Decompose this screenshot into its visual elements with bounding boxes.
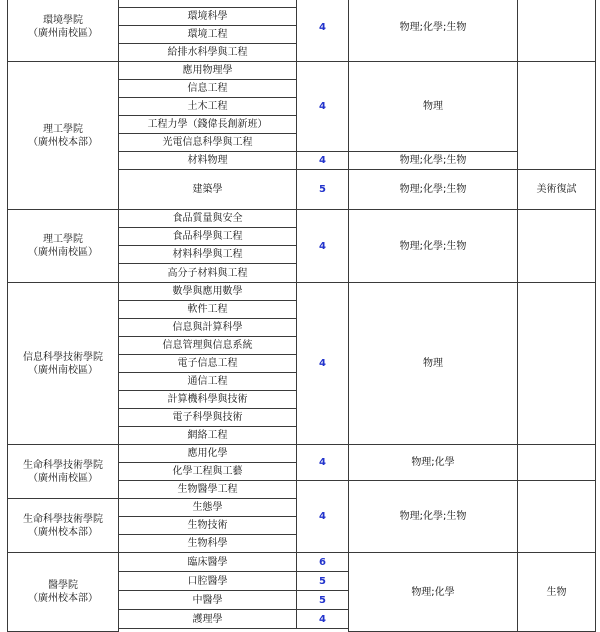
major-cell: 護理學 [118,609,297,629]
years-cell: 4 [296,0,349,62]
dept-cell: 生命科學技術學院 （廣州校本部） [7,498,119,553]
years-cell: 4 [296,444,349,481]
dept-cell: 理工學院 （廣州南校區） [7,209,119,283]
major-cell: 高分子材料與工程 [118,263,297,283]
years-cell: 5 [296,590,349,610]
subjects-cell: 物理;化學 [348,444,518,481]
major-cell: 材料物理 [118,151,297,170]
major-cell: 環境科學 [118,7,297,26]
years-cell: 5 [296,571,349,591]
years-cell: 4 [296,480,349,553]
subjects-cell: 物理;化學;生物 [348,209,518,283]
subjects-cell: 物理;化學;生物 [348,169,518,210]
major-cell: 生物科學 [118,534,297,553]
note-cell: 美術復試 [517,169,596,210]
subjects-cell: 物理;化學;生物 [348,480,518,553]
major-cell: 計算機科學與技術 [118,390,297,409]
major-cell: 口腔醫學 [118,571,297,591]
major-cell: 軟件工程 [118,300,297,319]
note-cell [517,480,596,553]
major-cell: 通信工程 [118,372,297,391]
note-cell [517,282,596,445]
major-cell: 中醫學 [118,590,297,610]
years-cell: 4 [296,61,349,152]
years-cell: 6 [296,552,349,572]
major-cell: 材料科學與工程 [118,245,297,264]
major-cell: 電子信息工程 [118,354,297,373]
note-cell [517,209,596,283]
major-cell: 信息工程 [118,79,297,98]
major-cell: 環境工程 [118,25,297,44]
dept-cell: 醫學院 （廣州校本部） [7,552,119,632]
major-cell: 化學工程與工藝 [118,462,297,481]
note-cell [517,0,596,62]
note-cell [517,61,596,170]
major-cell: 土木工程 [118,97,297,116]
major-cell: 食品科學與工程 [118,227,297,246]
subjects-cell: 物理;化學 [348,552,518,632]
note-cell: 生物 [517,552,596,632]
major-cell: 食品質量與安全 [118,209,297,228]
major-cell: 生物醫學工程 [118,480,297,499]
years-cell: 4 [296,282,349,445]
dept-cell: 環境學院 （廣州南校區） [7,0,119,62]
years-cell: 4 [296,151,349,170]
major-cell: 光電信息科學與工程 [118,133,297,152]
years-cell: 4 [296,209,349,283]
major-cell: 數學與應用數學 [118,282,297,301]
major-cell: 生物技術 [118,516,297,535]
dept-cell: 生命科學技術學院 （廣州南校區） [7,444,119,499]
major-cell: 工程力學（錢偉長創新班） [118,115,297,134]
major-cell: 電子科學與技術 [118,408,297,427]
major-cell: 應用化學 [118,444,297,463]
major-cell: 臨床醫學 [118,552,297,572]
major-cell: 給排水科學與工程 [118,43,297,62]
subjects-cell: 物理 [348,282,518,445]
years-cell: 5 [296,169,349,210]
subjects-cell: 物理 [348,61,518,152]
dept-cell: 信息科學技術學院 （廣州南校區） [7,282,119,445]
major-cell: 建築學 [118,169,297,210]
subjects-cell: 物理;化學;生物 [348,151,518,170]
subjects-cell: 物理;化學;生物 [348,0,518,62]
major-cell: 網絡工程 [118,426,297,445]
major-cell: 生態學 [118,498,297,517]
note-cell [517,444,596,481]
years-cell: 4 [296,609,349,629]
major-cell: 信息管理與信息系統 [118,336,297,355]
dept-cell: 理工學院 （廣州校本部） [7,61,119,210]
major-cell: 信息與計算科學 [118,318,297,337]
major-cell: 應用物理學 [118,61,297,80]
